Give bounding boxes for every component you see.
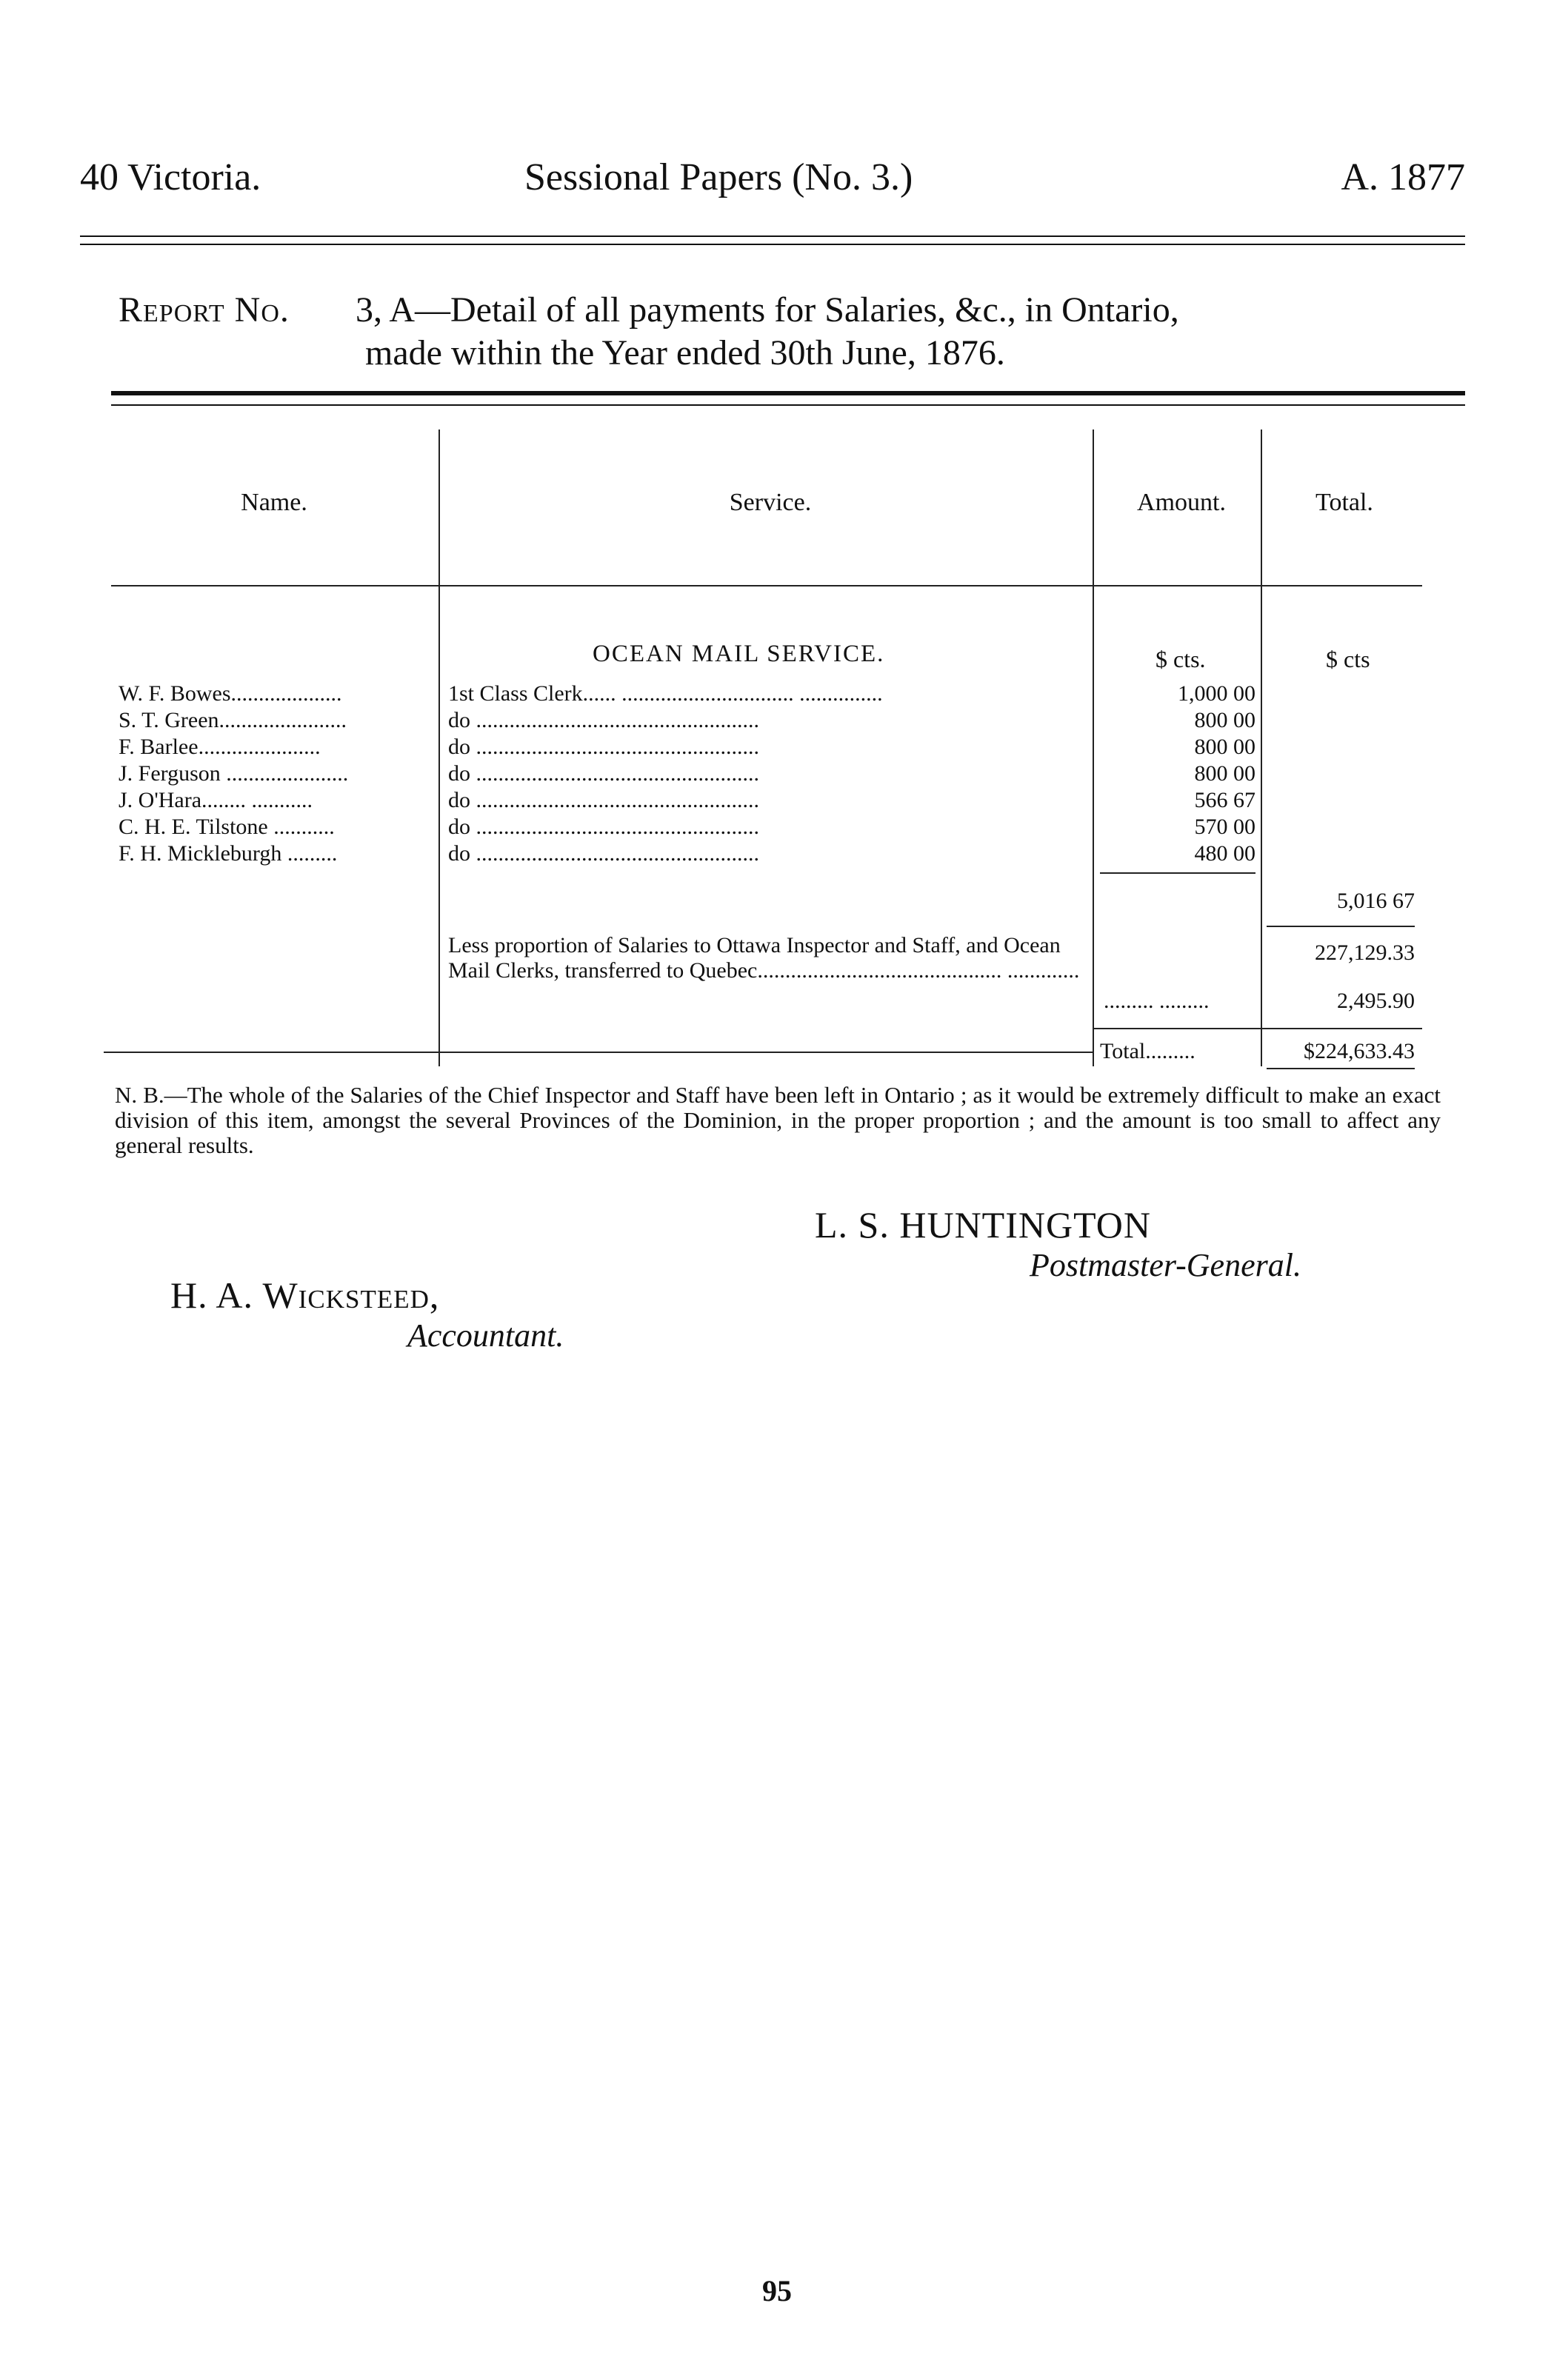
grand-total-rule [1267, 1068, 1415, 1069]
accountant-name: H. A. Wicksteed, [170, 1274, 440, 1316]
signature-accountant [170, 1274, 564, 1354]
subtotal-value: 5,016 67 [1337, 889, 1415, 913]
table-row [111, 681, 1422, 708]
accountant-title: Accountant. [407, 1317, 564, 1354]
row-service: do ................................................... [448, 735, 759, 759]
header-service: Service. [729, 489, 812, 516]
row-name: F. H. Mickleburgh ......... [119, 841, 338, 866]
row-amount: 570 00 [1194, 815, 1255, 839]
table-row [111, 735, 1422, 761]
postmaster-name: L. S. HUNTINGTON [815, 1204, 1151, 1246]
header-double-rule [80, 235, 1465, 245]
postmaster-title: Postmaster-General. [1030, 1247, 1301, 1283]
row-service: do ................................................... [448, 761, 759, 786]
salary-table [111, 415, 1422, 1066]
header-amount: Amount. [1137, 489, 1226, 516]
row-name: J. O'Hara........ ........... [119, 788, 313, 812]
row-service: do ................................................... [448, 708, 759, 732]
footnote: N. B.—The whole of the Salaries of the Chief Inspector and Staff have been left in Ontario ; as it would be extremely difficult to make an exact division of this item, amongst the several Provinces of the Dominion, in the proper proportion ; and the amount is too small to affect any general results. [115, 1082, 1441, 1158]
report-title-lead: Report No. [119, 290, 290, 330]
row-amount: 800 00 [1194, 761, 1255, 786]
grand-total-value: $224,633.43 [1304, 1039, 1415, 1063]
header-name: Name. [241, 489, 307, 516]
row-name: S. T. Green....................... [119, 708, 347, 732]
running-head-right: A. 1877 [1341, 156, 1465, 198]
row-name: C. H. E. Tilstone ........... [119, 815, 335, 839]
row-service: do ................................................... [448, 815, 759, 839]
header-total: Total. [1315, 489, 1373, 516]
table-row [111, 841, 1422, 868]
row-name: J. Ferguson ...................... [119, 761, 349, 786]
amount-sum-rule [1100, 872, 1255, 874]
row-service: do ................................................... [448, 788, 759, 812]
row-name: W. F. Bowes.................... [119, 681, 342, 706]
signature-postmaster [815, 1203, 1301, 1284]
report-title-line1: 3, A—Detail of all payments for Salaries, &c., in Ontario, [356, 290, 1179, 330]
section-title: OCEAN MAIL SERVICE. [593, 641, 885, 667]
total-sub-rule [1267, 926, 1415, 927]
row-name: F. Barlee...................... [119, 735, 321, 759]
total-unit: $ cts [1326, 646, 1370, 672]
running-head-center: Sessional Papers (No. 3.) [524, 156, 913, 198]
less-value-1: 227,129.33 [1315, 940, 1415, 965]
row-amount: 566 67 [1194, 788, 1255, 812]
row-amount: 800 00 [1194, 735, 1255, 759]
total-label: Total......... [1100, 1039, 1195, 1063]
row-amount: 480 00 [1194, 841, 1255, 866]
row-amount: 1,000 00 [1178, 681, 1255, 706]
row-service: 1st Class Clerk...... ............................... ............... [448, 681, 883, 706]
table-row [111, 815, 1422, 841]
row-service: do ................................................... [448, 841, 759, 866]
header-bottom-rule [111, 585, 1422, 586]
less-value-2: 2,495.90 [1337, 989, 1415, 1013]
table-bottom-rule [104, 1052, 1093, 1053]
title-thick-rule [111, 391, 1465, 406]
report-title-line2: made within the Year ended 30th June, 1876. [365, 333, 1005, 372]
pre-total-rule [1093, 1028, 1422, 1029]
report-title [119, 289, 1474, 375]
table-row [111, 788, 1422, 815]
table-row [111, 708, 1422, 735]
less-proportion-text: Less proportion of Salaries to Ottawa Inspector and Staff, and Ocean Mail Clerks, transferred to Quebec............................................ ............. [448, 933, 1080, 983]
running-head [80, 156, 1465, 207]
row-amount: 800 00 [1194, 708, 1255, 732]
page-number: 95 [762, 2274, 792, 2307]
less-amount-dots: ......... ......... [1104, 989, 1210, 1013]
amount-unit: $ cts. [1156, 646, 1206, 672]
table-row [111, 761, 1422, 788]
running-head-left: 40 Victoria. [80, 156, 261, 198]
